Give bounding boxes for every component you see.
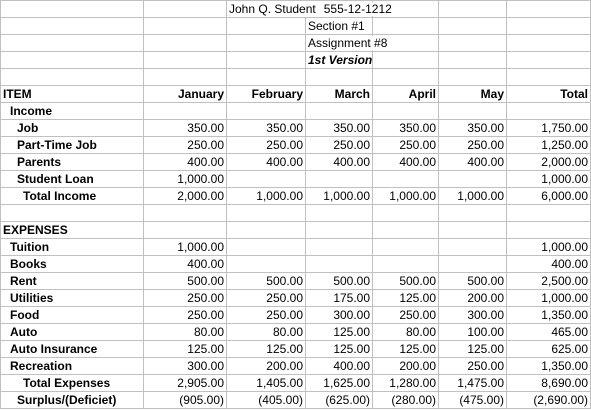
table-row bbox=[1, 290, 591, 307]
value-cell[interactable]: 500.00 bbox=[439, 273, 507, 290]
empty-cell[interactable] bbox=[439, 1, 507, 18]
row-label[interactable]: Tuition bbox=[1, 239, 144, 256]
table-row bbox=[1, 324, 591, 341]
empty-cell[interactable] bbox=[1, 69, 144, 86]
empty-cell[interactable] bbox=[373, 205, 439, 222]
table-row bbox=[1, 171, 591, 188]
value-cell[interactable]: 500.00 bbox=[373, 273, 439, 290]
value-cell[interactable]: 250.00 bbox=[144, 137, 227, 154]
value-cell[interactable]: 1,250.00 bbox=[507, 137, 591, 154]
row-label[interactable]: Part-Time Job bbox=[1, 137, 144, 154]
value-cell[interactable]: 500.00 bbox=[144, 273, 227, 290]
blank-row bbox=[1, 205, 591, 222]
value-cell[interactable]: 1,750.00 bbox=[507, 120, 591, 137]
value-cell[interactable]: 125.00 bbox=[144, 341, 227, 358]
row-label[interactable]: Student Loan bbox=[1, 171, 144, 188]
value-cell[interactable]: 250.00 bbox=[144, 290, 227, 307]
empty-cell[interactable] bbox=[306, 103, 373, 120]
value-cell[interactable]: (475.00) bbox=[439, 392, 507, 409]
header-row-assignment bbox=[1, 35, 591, 52]
value-cell[interactable]: 400.00 bbox=[227, 154, 306, 171]
empty-cell[interactable] bbox=[373, 69, 439, 86]
value-cell[interactable]: 1,350.00 bbox=[507, 358, 591, 375]
table-row bbox=[1, 188, 591, 205]
value-cell[interactable]: 1,000.00 bbox=[306, 188, 373, 205]
empty-cell[interactable] bbox=[227, 52, 306, 69]
empty-cell[interactable] bbox=[373, 222, 439, 239]
table-row bbox=[1, 273, 591, 290]
value-cell[interactable]: (280.00) bbox=[373, 392, 439, 409]
empty-cell[interactable] bbox=[144, 18, 227, 35]
value-cell[interactable]: 200.00 bbox=[439, 290, 507, 307]
value-cell[interactable]: 250.00 bbox=[227, 137, 306, 154]
column-header-row bbox=[1, 86, 591, 103]
empty-cell[interactable] bbox=[1, 18, 144, 35]
value-cell[interactable]: 350.00 bbox=[144, 120, 227, 137]
value-cell[interactable]: 8,690.00 bbox=[507, 375, 591, 392]
value-cell[interactable]: 250.00 bbox=[227, 307, 306, 324]
table-row bbox=[1, 154, 591, 171]
header-row-name bbox=[1, 1, 591, 18]
value-cell[interactable]: 400.00 bbox=[373, 154, 439, 171]
row-label[interactable]: Books bbox=[1, 256, 144, 273]
value-cell[interactable]: 1,000.00 bbox=[144, 171, 227, 188]
table-row bbox=[1, 392, 591, 409]
empty-cell[interactable] bbox=[306, 222, 373, 239]
value-cell[interactable]: (2,690.00) bbox=[507, 392, 591, 409]
empty-cell[interactable] bbox=[227, 35, 306, 52]
value-cell[interactable]: 80.00 bbox=[227, 324, 306, 341]
value-cell[interactable]: 1,000.00 bbox=[507, 239, 591, 256]
empty-cell[interactable] bbox=[439, 52, 507, 69]
empty-cell[interactable] bbox=[227, 103, 306, 120]
value-cell[interactable]: 175.00 bbox=[306, 290, 373, 307]
value-cell[interactable]: 200.00 bbox=[227, 358, 306, 375]
empty-cell[interactable] bbox=[144, 1, 227, 18]
value-cell[interactable]: 465.00 bbox=[507, 324, 591, 341]
row-label[interactable]: Recreation bbox=[1, 358, 144, 375]
row-label[interactable]: Rent bbox=[1, 273, 144, 290]
value-cell[interactable]: 350.00 bbox=[227, 120, 306, 137]
empty-cell[interactable] bbox=[439, 35, 507, 52]
value-cell[interactable]: (625.00) bbox=[306, 392, 373, 409]
blank-row bbox=[1, 69, 591, 86]
value-cell[interactable]: (905.00) bbox=[144, 392, 227, 409]
expenses-title-row bbox=[1, 222, 591, 239]
student-name: John Q. Student bbox=[229, 2, 316, 16]
value-cell[interactable]: 250.00 bbox=[439, 358, 507, 375]
empty-cell[interactable] bbox=[1, 52, 144, 69]
table-row bbox=[1, 341, 591, 358]
empty-cell[interactable] bbox=[439, 18, 507, 35]
empty-cell[interactable] bbox=[439, 103, 507, 120]
value-cell[interactable]: 350.00 bbox=[306, 120, 373, 137]
value-cell[interactable]: 1,000.00 bbox=[144, 239, 227, 256]
version-cell[interactable] bbox=[306, 52, 373, 69]
value-cell[interactable] bbox=[227, 239, 306, 256]
empty-cell[interactable] bbox=[144, 103, 227, 120]
column-header[interactable]: February bbox=[227, 86, 306, 103]
value-cell[interactable] bbox=[439, 171, 507, 188]
empty-cell[interactable] bbox=[373, 52, 439, 69]
empty-cell[interactable] bbox=[507, 222, 591, 239]
empty-cell[interactable] bbox=[439, 222, 507, 239]
income-title-row bbox=[1, 103, 591, 120]
empty-cell[interactable] bbox=[144, 35, 227, 52]
header-row-section bbox=[1, 18, 591, 35]
row-label[interactable]: Auto Insurance bbox=[1, 341, 144, 358]
empty-cell[interactable] bbox=[507, 18, 591, 35]
value-cell[interactable] bbox=[227, 171, 306, 188]
value-cell[interactable] bbox=[373, 171, 439, 188]
row-label[interactable]: Surplus/(Deficiet) bbox=[1, 392, 144, 409]
value-cell[interactable] bbox=[373, 239, 439, 256]
section-title[interactable]: Income bbox=[1, 103, 144, 120]
empty-cell[interactable] bbox=[1, 35, 144, 52]
empty-cell[interactable] bbox=[227, 18, 306, 35]
student-info-cell[interactable] bbox=[227, 1, 392, 18]
empty-cell[interactable] bbox=[507, 69, 591, 86]
value-cell[interactable]: 125.00 bbox=[306, 324, 373, 341]
column-header[interactable]: January bbox=[144, 86, 227, 103]
value-cell[interactable]: 400.00 bbox=[306, 358, 373, 375]
table-row bbox=[1, 120, 591, 137]
value-cell[interactable]: 250.00 bbox=[144, 307, 227, 324]
header-row-version bbox=[1, 52, 591, 69]
empty-cell[interactable] bbox=[507, 35, 591, 52]
empty-cell[interactable] bbox=[507, 205, 591, 222]
value-cell[interactable]: 300.00 bbox=[306, 307, 373, 324]
value-cell[interactable]: 300.00 bbox=[439, 307, 507, 324]
section-cell-text: Section #1 bbox=[308, 19, 365, 33]
value-cell[interactable]: 1,000.00 bbox=[507, 290, 591, 307]
empty-cell[interactable] bbox=[227, 222, 306, 239]
table-row bbox=[1, 256, 591, 273]
value-cell[interactable]: 1,000.00 bbox=[507, 171, 591, 188]
value-cell[interactable]: 350.00 bbox=[439, 120, 507, 137]
value-cell[interactable]: 400.00 bbox=[439, 154, 507, 171]
value-cell[interactable] bbox=[306, 239, 373, 256]
value-cell[interactable]: 80.00 bbox=[144, 324, 227, 341]
row-label[interactable]: Food bbox=[1, 307, 144, 324]
value-cell[interactable]: 2,500.00 bbox=[507, 273, 591, 290]
value-cell[interactable]: 1,000.00 bbox=[439, 188, 507, 205]
value-cell[interactable]: 400.00 bbox=[144, 154, 227, 171]
value-cell[interactable]: 1,405.00 bbox=[227, 375, 306, 392]
column-header[interactable]: April bbox=[373, 86, 439, 103]
value-cell[interactable]: 1,280.00 bbox=[373, 375, 439, 392]
value-cell[interactable]: 125.00 bbox=[227, 341, 306, 358]
assignment-cell-text: Assignment #8 bbox=[308, 36, 388, 50]
value-cell[interactable] bbox=[439, 239, 507, 256]
value-cell[interactable]: 1,625.00 bbox=[306, 375, 373, 392]
empty-cell[interactable] bbox=[144, 205, 227, 222]
empty-cell[interactable] bbox=[144, 52, 227, 69]
empty-cell[interactable] bbox=[507, 1, 591, 18]
empty-cell[interactable] bbox=[439, 69, 507, 86]
value-cell[interactable]: 125.00 bbox=[306, 341, 373, 358]
value-cell[interactable] bbox=[306, 256, 373, 273]
student-phone: 555-12-1212 bbox=[323, 2, 392, 16]
value-cell[interactable]: 400.00 bbox=[507, 256, 591, 273]
empty-cell[interactable] bbox=[306, 205, 373, 222]
value-cell[interactable]: 1,350.00 bbox=[507, 307, 591, 324]
empty-cell[interactable] bbox=[373, 103, 439, 120]
value-cell[interactable]: 200.00 bbox=[373, 358, 439, 375]
value-cell[interactable]: 500.00 bbox=[306, 273, 373, 290]
version-cell-text: 1st Version bbox=[308, 53, 373, 67]
empty-cell[interactable] bbox=[1, 205, 144, 222]
column-header[interactable]: May bbox=[439, 86, 507, 103]
grid-body bbox=[1, 1, 591, 409]
row-label[interactable]: Total Income bbox=[1, 188, 144, 205]
value-cell[interactable]: 125.00 bbox=[373, 341, 439, 358]
table-row bbox=[1, 358, 591, 375]
value-cell[interactable]: 250.00 bbox=[227, 290, 306, 307]
empty-cell[interactable] bbox=[227, 69, 306, 86]
value-cell[interactable]: 500.00 bbox=[227, 273, 306, 290]
empty-cell[interactable] bbox=[144, 222, 227, 239]
value-cell[interactable]: 6,000.00 bbox=[507, 188, 591, 205]
value-cell[interactable]: 100.00 bbox=[439, 324, 507, 341]
value-cell[interactable] bbox=[439, 256, 507, 273]
value-cell[interactable]: 125.00 bbox=[439, 341, 507, 358]
column-header[interactable]: March bbox=[306, 86, 373, 103]
value-cell[interactable]: 250.00 bbox=[439, 137, 507, 154]
value-cell[interactable]: 250.00 bbox=[373, 307, 439, 324]
row-label[interactable]: Job bbox=[1, 120, 144, 137]
empty-cell[interactable] bbox=[507, 103, 591, 120]
value-cell[interactable]: 350.00 bbox=[373, 120, 439, 137]
empty-cell[interactable] bbox=[507, 52, 591, 69]
value-cell[interactable]: 1,000.00 bbox=[227, 188, 306, 205]
table-row bbox=[1, 137, 591, 154]
empty-cell[interactable] bbox=[439, 205, 507, 222]
empty-cell[interactable] bbox=[373, 18, 439, 35]
column-header[interactable]: ITEM bbox=[1, 86, 144, 103]
value-cell[interactable]: 400.00 bbox=[144, 256, 227, 273]
value-cell[interactable]: 250.00 bbox=[306, 137, 373, 154]
row-label[interactable]: Auto bbox=[1, 324, 144, 341]
value-cell[interactable] bbox=[306, 171, 373, 188]
column-header[interactable]: Total bbox=[507, 86, 591, 103]
row-label[interactable]: Parents bbox=[1, 154, 144, 171]
value-cell[interactable]: 400.00 bbox=[306, 154, 373, 171]
assignment-cell[interactable] bbox=[306, 35, 388, 52]
value-cell[interactable] bbox=[227, 256, 306, 273]
empty-cell[interactable] bbox=[1, 1, 144, 18]
empty-cell[interactable] bbox=[306, 69, 373, 86]
value-cell[interactable]: 2,000.00 bbox=[507, 154, 591, 171]
value-cell[interactable]: 300.00 bbox=[144, 358, 227, 375]
empty-cell[interactable] bbox=[227, 205, 306, 222]
value-cell[interactable]: 125.00 bbox=[373, 290, 439, 307]
value-cell[interactable]: 1,000.00 bbox=[373, 188, 439, 205]
value-cell[interactable] bbox=[373, 256, 439, 273]
section-title[interactable]: EXPENSES bbox=[1, 222, 144, 239]
value-cell[interactable]: 2,000.00 bbox=[144, 188, 227, 205]
value-cell[interactable]: 625.00 bbox=[507, 341, 591, 358]
row-label[interactable]: Total Expenses bbox=[1, 375, 144, 392]
value-cell[interactable]: 80.00 bbox=[373, 324, 439, 341]
value-cell[interactable]: (405.00) bbox=[227, 392, 306, 409]
value-cell[interactable]: 2,905.00 bbox=[144, 375, 227, 392]
table-row bbox=[1, 375, 591, 392]
empty-cell[interactable] bbox=[144, 69, 227, 86]
row-label[interactable]: Utilities bbox=[1, 290, 144, 307]
section-cell[interactable] bbox=[306, 18, 373, 35]
table-row bbox=[1, 307, 591, 324]
value-cell[interactable]: 1,475.00 bbox=[439, 375, 507, 392]
value-cell[interactable]: 250.00 bbox=[373, 137, 439, 154]
table-row bbox=[1, 239, 591, 256]
